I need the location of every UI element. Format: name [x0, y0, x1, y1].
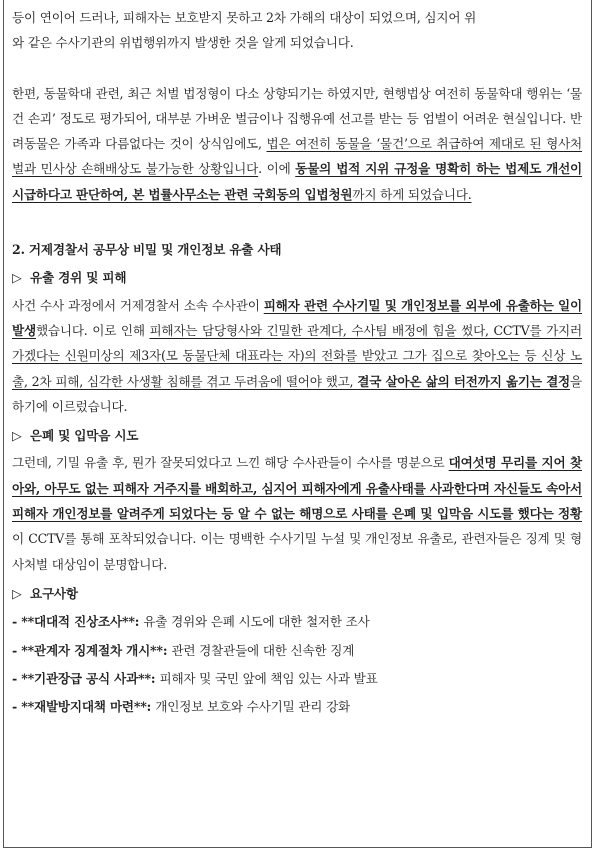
- section-2-heading: [12, 237, 582, 262]
- intro-line-2: 와 같은 수사기관의 위법행위까지 발생한 것을 알게 되었습니다.: [12, 35, 354, 51]
- demand-label: 관계자 징계절차 개시: [33, 642, 151, 658]
- animal-text-1: 한편, 동물학대 관련, 최근 처벌 법정형이 다소 상향되기는 하였지만, 현행법상 여전히 동물학대 행위는 ‘물건 손괴’ 정도로 평가되어, 대부분 가벼운 벌금이나 집행유예 선고를 받는 등 엄벌이 어려운 현실입니다. 반려동물은 가족과 다름없다는 것이 상식임에도,: [12, 85, 582, 152]
- cover-text-2: 이 CCTV를 통해 포착되었습니다. 이는 명백한 수사기밀 누설 및 개인정보 유출로, 관련자들은 징계 및 형사처벌 대상임이 분명합니다.: [12, 531, 582, 572]
- demand-label: 대대적 진상조사: [33, 614, 122, 630]
- demand-label: 재발방지대책 마련: [33, 699, 134, 715]
- subsection-cover-title: 은폐 및 입막음 시도: [30, 428, 139, 444]
- spacer: [12, 207, 582, 232]
- animal-underlined-1: 법은 여전히 동물을 ‘물건’으로 취급하여 제대로 된 형사처벌과 민사상 손해배상도 불가능한 상황입니다: [12, 136, 582, 177]
- triangle-marker-icon: ▷: [12, 270, 22, 286]
- list-item: [12, 609, 582, 634]
- demand-desc: 유출 경위와 은폐 시도에 대한 철저한 조사: [143, 614, 370, 630]
- demand-prefix: - **: [12, 642, 34, 658]
- intro-paragraph: [12, 5, 582, 56]
- cover-bold-1: 대여섯명 무리를 지어 찾아와, 아무도 없는 피해자 거주지를 배회하고, 심지어 피해자에게 유출사태를 사과한다며 자신들도 속아서 피해자 개인정보를 알려주게 되었다는 등 알 수 없는 해명으로 사태를 은폐 및 입막음 시도를 했다는 정황: [12, 455, 582, 522]
- leak-bold-2: 결국 살아온 삶의 터전까지 옮기는 결정: [357, 373, 571, 389]
- list-item: [12, 666, 582, 691]
- list-item: [12, 638, 582, 663]
- section-2-title: 2. 거제경찰서 공무상 비밀 및 개인정보 유출 사태: [12, 242, 282, 258]
- demand-desc: 관련 경찰관들에 대한 신속한 징계: [171, 642, 355, 658]
- triangle-marker-icon: ▷: [12, 428, 22, 444]
- demand-prefix: - **: [12, 614, 34, 630]
- demand-suffix: **:: [138, 670, 160, 686]
- leak-underlined-1: 피해자는 담당형사와 긴밀한 관계다, 수사팀 배정에 힘을 썼다, CCTV를 가지러 가겠다는 신원미상의 제3자(모 동물단체 대표라는 자)의 전화를 받았고 그가 집으로 찾아오는 등 신상 노출, 2차 피해, 심각한 사생활 침해를 겪고 두려움에 떨어야 했고,: [12, 322, 582, 389]
- demand-suffix: **:: [133, 699, 156, 715]
- cover-text-1: 그런데, 기밀 유출 후, 뭔가 잘못되었다고 느낀 해당 수사관들이 수사를 명분으로: [12, 455, 449, 471]
- subsection-demands-title: 요구사항: [30, 585, 78, 601]
- animal-law-paragraph: [12, 81, 582, 207]
- subsection-demands-heading: [12, 581, 582, 606]
- leak-paragraph: [12, 293, 582, 419]
- cover-paragraph: [12, 450, 582, 576]
- subsection-cover-heading: [12, 423, 582, 448]
- document-page: [3, 0, 592, 848]
- intro-line-1: 등이 연이어 드러나, 피해자는 보호받지 못하고 2차 가해의 대상이 되었으며, 심지어 위: [12, 10, 477, 25]
- demand-desc: 개인정보 보호와 수사기밀 관리 강화: [155, 699, 351, 715]
- demand-suffix: **:: [121, 614, 144, 630]
- demand-prefix: - **: [12, 670, 34, 686]
- triangle-marker-icon: ▷: [12, 585, 22, 601]
- list-item: [12, 694, 582, 719]
- demand-desc: 피해자 및 국민 앞에 책임 있는 사과 발표: [159, 670, 378, 686]
- demand-prefix: - **: [12, 699, 34, 715]
- demand-suffix: **:: [150, 642, 172, 658]
- animal-text-2: . 이에: [258, 161, 296, 177]
- demand-label: 기관장급 공식 사과: [33, 670, 139, 686]
- document-body: [12, 5, 582, 719]
- leak-text-1: 사건 수사 과정에서 거제경찰서 소속 수사관이: [12, 297, 264, 313]
- demands-list: [12, 609, 582, 719]
- subsection-leak-title: 유출 경위 및 피해: [30, 270, 127, 286]
- subsection-leak-heading: [12, 265, 582, 290]
- leak-text-3: 을 하기에 이르렀습니다.: [12, 373, 582, 414]
- animal-text-3: 까지 하게 되었습니다.: [352, 186, 472, 202]
- leak-text-2: 했습니다. 이로 인해: [35, 322, 150, 338]
- animal-bold-underlined: 동물의 법적 지위 규정을 명확히 하는 법제도 개선이 시급하다고 판단하여, 본 법률사무소는 관련 국회동의 입법청원: [12, 161, 583, 202]
- leak-bold-1: 피해자 관련 수사기밀 및 개인정보를 외부에 유출하는 일이 발생: [12, 297, 582, 338]
- spacer: [12, 56, 582, 81]
